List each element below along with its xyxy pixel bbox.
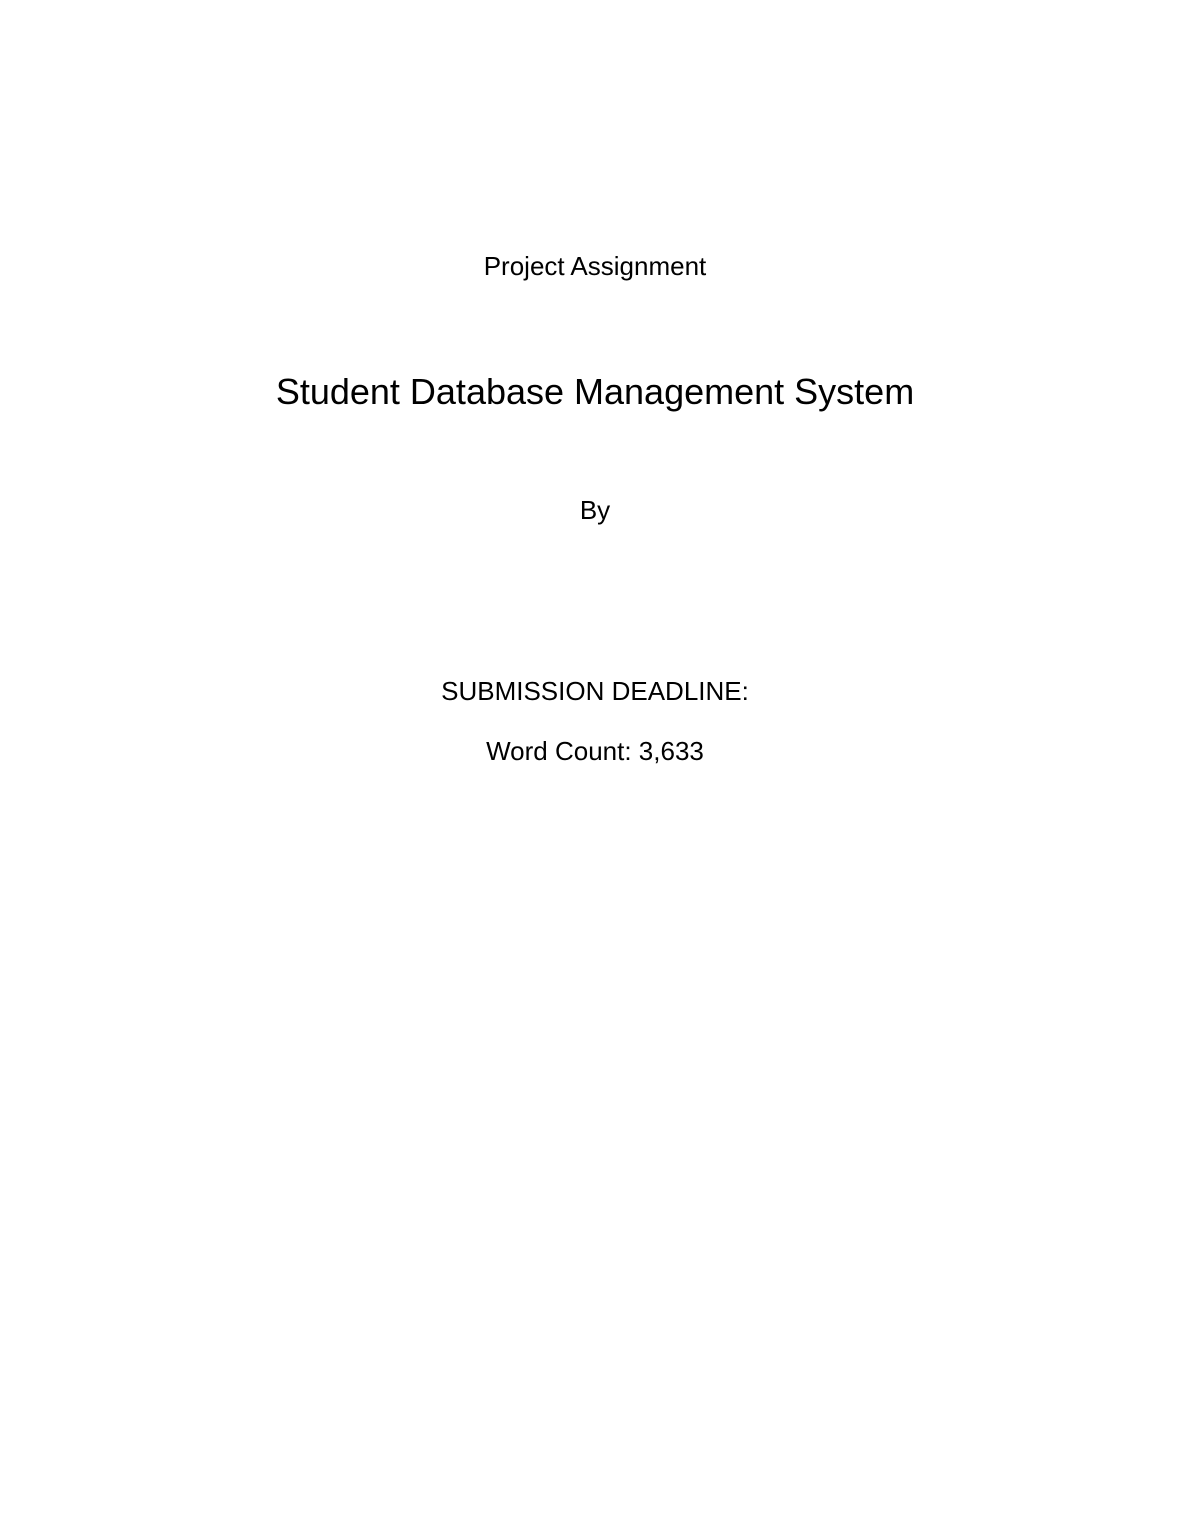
- word-count: Word Count: 3,633: [486, 736, 704, 766]
- submission-deadline: SUBMISSION DEADLINE:: [441, 676, 749, 706]
- document-subtitle: Project Assignment: [483, 251, 707, 281]
- document-byline: By: [579, 495, 611, 525]
- document-title: Student Database Management System: [275, 371, 915, 412]
